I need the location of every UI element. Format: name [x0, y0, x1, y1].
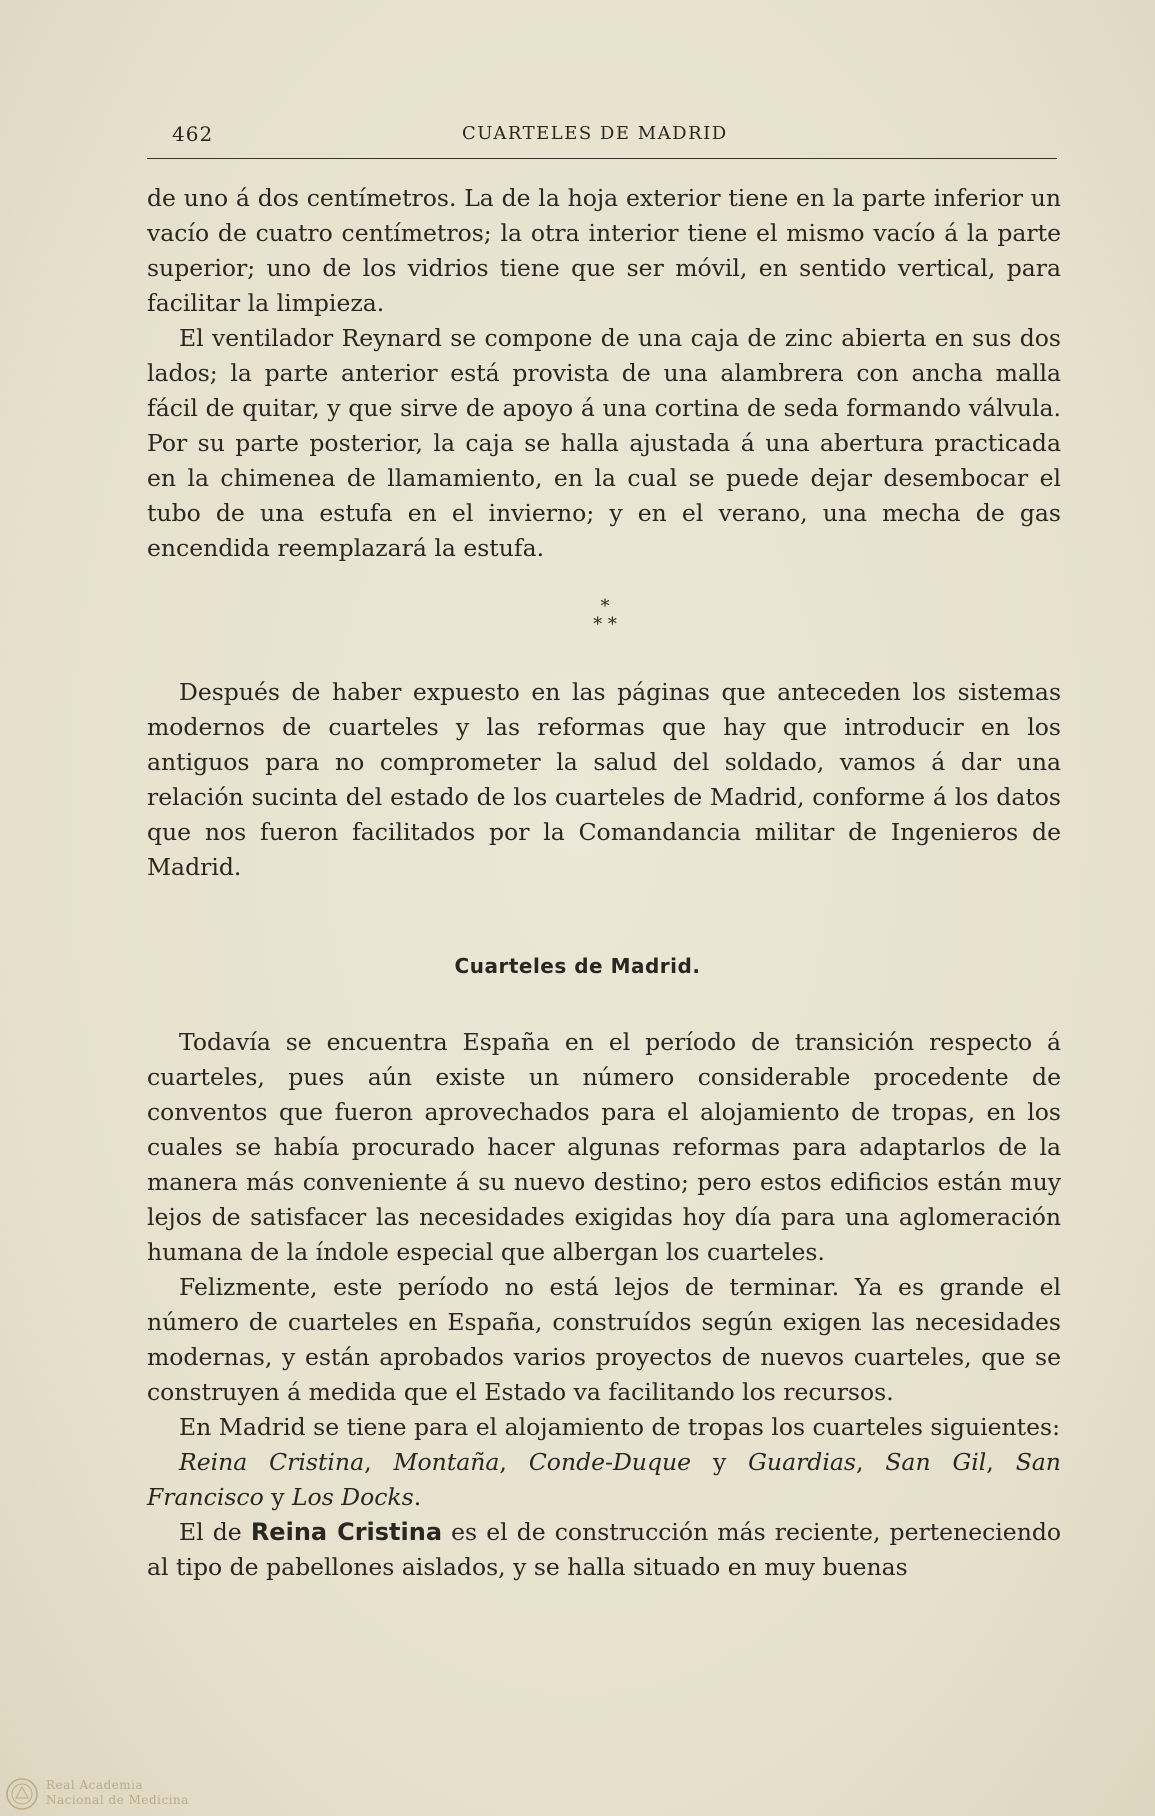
header-rule: [147, 158, 1057, 159]
library-watermark: [4, 1776, 224, 1812]
text-block-cuarteles: [147, 1025, 1061, 1585]
paragraph-madrid-list-intro: En Madrid se tiene para el alojamiento de tropas los cuarteles siguientes:: [179, 1413, 1060, 1441]
asterisk-top: *: [600, 596, 610, 617]
list-separator: ,: [499, 1448, 529, 1476]
barracks-name: San Francisco: [147, 1448, 1061, 1511]
section-separator-asterisks: [560, 598, 650, 634]
barracks-name: Conde-Duque: [528, 1448, 692, 1476]
list-separator: ,: [364, 1448, 394, 1476]
text-block-introduction: [147, 675, 1061, 885]
running-title: CUARTELES DE MADRID: [462, 123, 728, 144]
list-separator: y: [691, 1448, 749, 1476]
paragraph-introduction: Después de haber expuesto en las páginas que anteceden los sistemas modernos de cuarteles y las reformas que hay que introducir en los antiguos para no comprometer la salud del soldado, vamos á dar una relación sucinta del estado de los cuarteles de Madrid, conforme á los datos que nos fueron facilitados por la Comandancia militar de Ingenieros de Madrid.: [147, 678, 1061, 881]
list-separator: ,: [855, 1448, 886, 1476]
text-run: es el de construcción más reciente, perteneciendo al tipo de pabellones aislados, y se halla situado en muy buenas: [147, 1518, 1062, 1581]
paragraph-transition: Todavía se encuentra España en el período de transición respecto á cuarteles, pues aún existe un número considerable procedente de conventos que fueron aprovechados para el alojamiento de tropas, en los cuales se había procurado hacer algunas reformas para adaptarlos de la manera más conveniente á su nuevo destino; pero estos edificios están muy lejos de satisfacer las necesidades exigidas hoy día para una aglomeración humana de la índole especial que albergan los cuarteles.: [147, 1028, 1061, 1266]
paragraph-barracks-list: [147, 1445, 1061, 1515]
asterisk-bottom: * *: [593, 614, 617, 635]
barracks-name: San Gil: [885, 1448, 987, 1476]
paragraph-felizmente: Felizmente, este período no está lejos de terminar. Ya es grande el número de cuarteles en España, construídos según exigen las necesidades modernas, y están aprobados varios proyectos de nuevos cuarteles, que se construyen á medida que el Estado va facilitando los recursos.: [147, 1273, 1061, 1406]
watermark-line-1: Real Academia: [46, 1778, 144, 1792]
barracks-name: Guardias: [748, 1448, 856, 1476]
page-header: [172, 122, 1057, 154]
seal-icon: [4, 1776, 40, 1812]
text-run: El de: [179, 1518, 251, 1546]
list-separator: y: [263, 1483, 292, 1511]
page-number: 462: [172, 122, 214, 146]
list-separator: ,: [986, 1448, 1016, 1476]
paragraph-window-glass: de uno á dos centímetros. La de la hoja exterior tiene en la parte inferior un vacío de cuatro centímetros; la otra interior tiene el mismo vacío á la parte superior; uno de los vidrios tiene que ser móvil, en sentido vertical, para facilitar la limpieza.: [147, 184, 1061, 317]
barracks-name: Los Docks: [291, 1483, 414, 1511]
section-title: Cuarteles de Madrid.: [454, 954, 701, 978]
barracks-name: Reina Cristina: [179, 1448, 365, 1476]
text-block-ventilation: [147, 181, 1061, 566]
watermark-line-2: Nacional de Medicina: [46, 1793, 189, 1807]
paragraph-reynard-ventilator: El ventilador Reynard se compone de una caja de zinc abierta en sus dos lados; la parte anterior está provista de una alambrera con ancha malla fácil de quitar, y que sirve de apoyo á una cortina de seda formando válvula. Por su parte posterior, la caja se halla ajustada á una abertura practicada en la chimenea de llamamiento, en la cual se puede dejar desembocar el tubo de una estufa en el invierno; y en el verano, una mecha de gas encendida reemplazará la estufa.: [147, 324, 1061, 562]
paragraph-reina-cristina: [147, 1515, 1061, 1585]
barracks-name: Montaña: [393, 1448, 500, 1476]
barracks-name-bold: Reina Cristina: [250, 1518, 443, 1546]
list-end: .: [413, 1483, 422, 1511]
